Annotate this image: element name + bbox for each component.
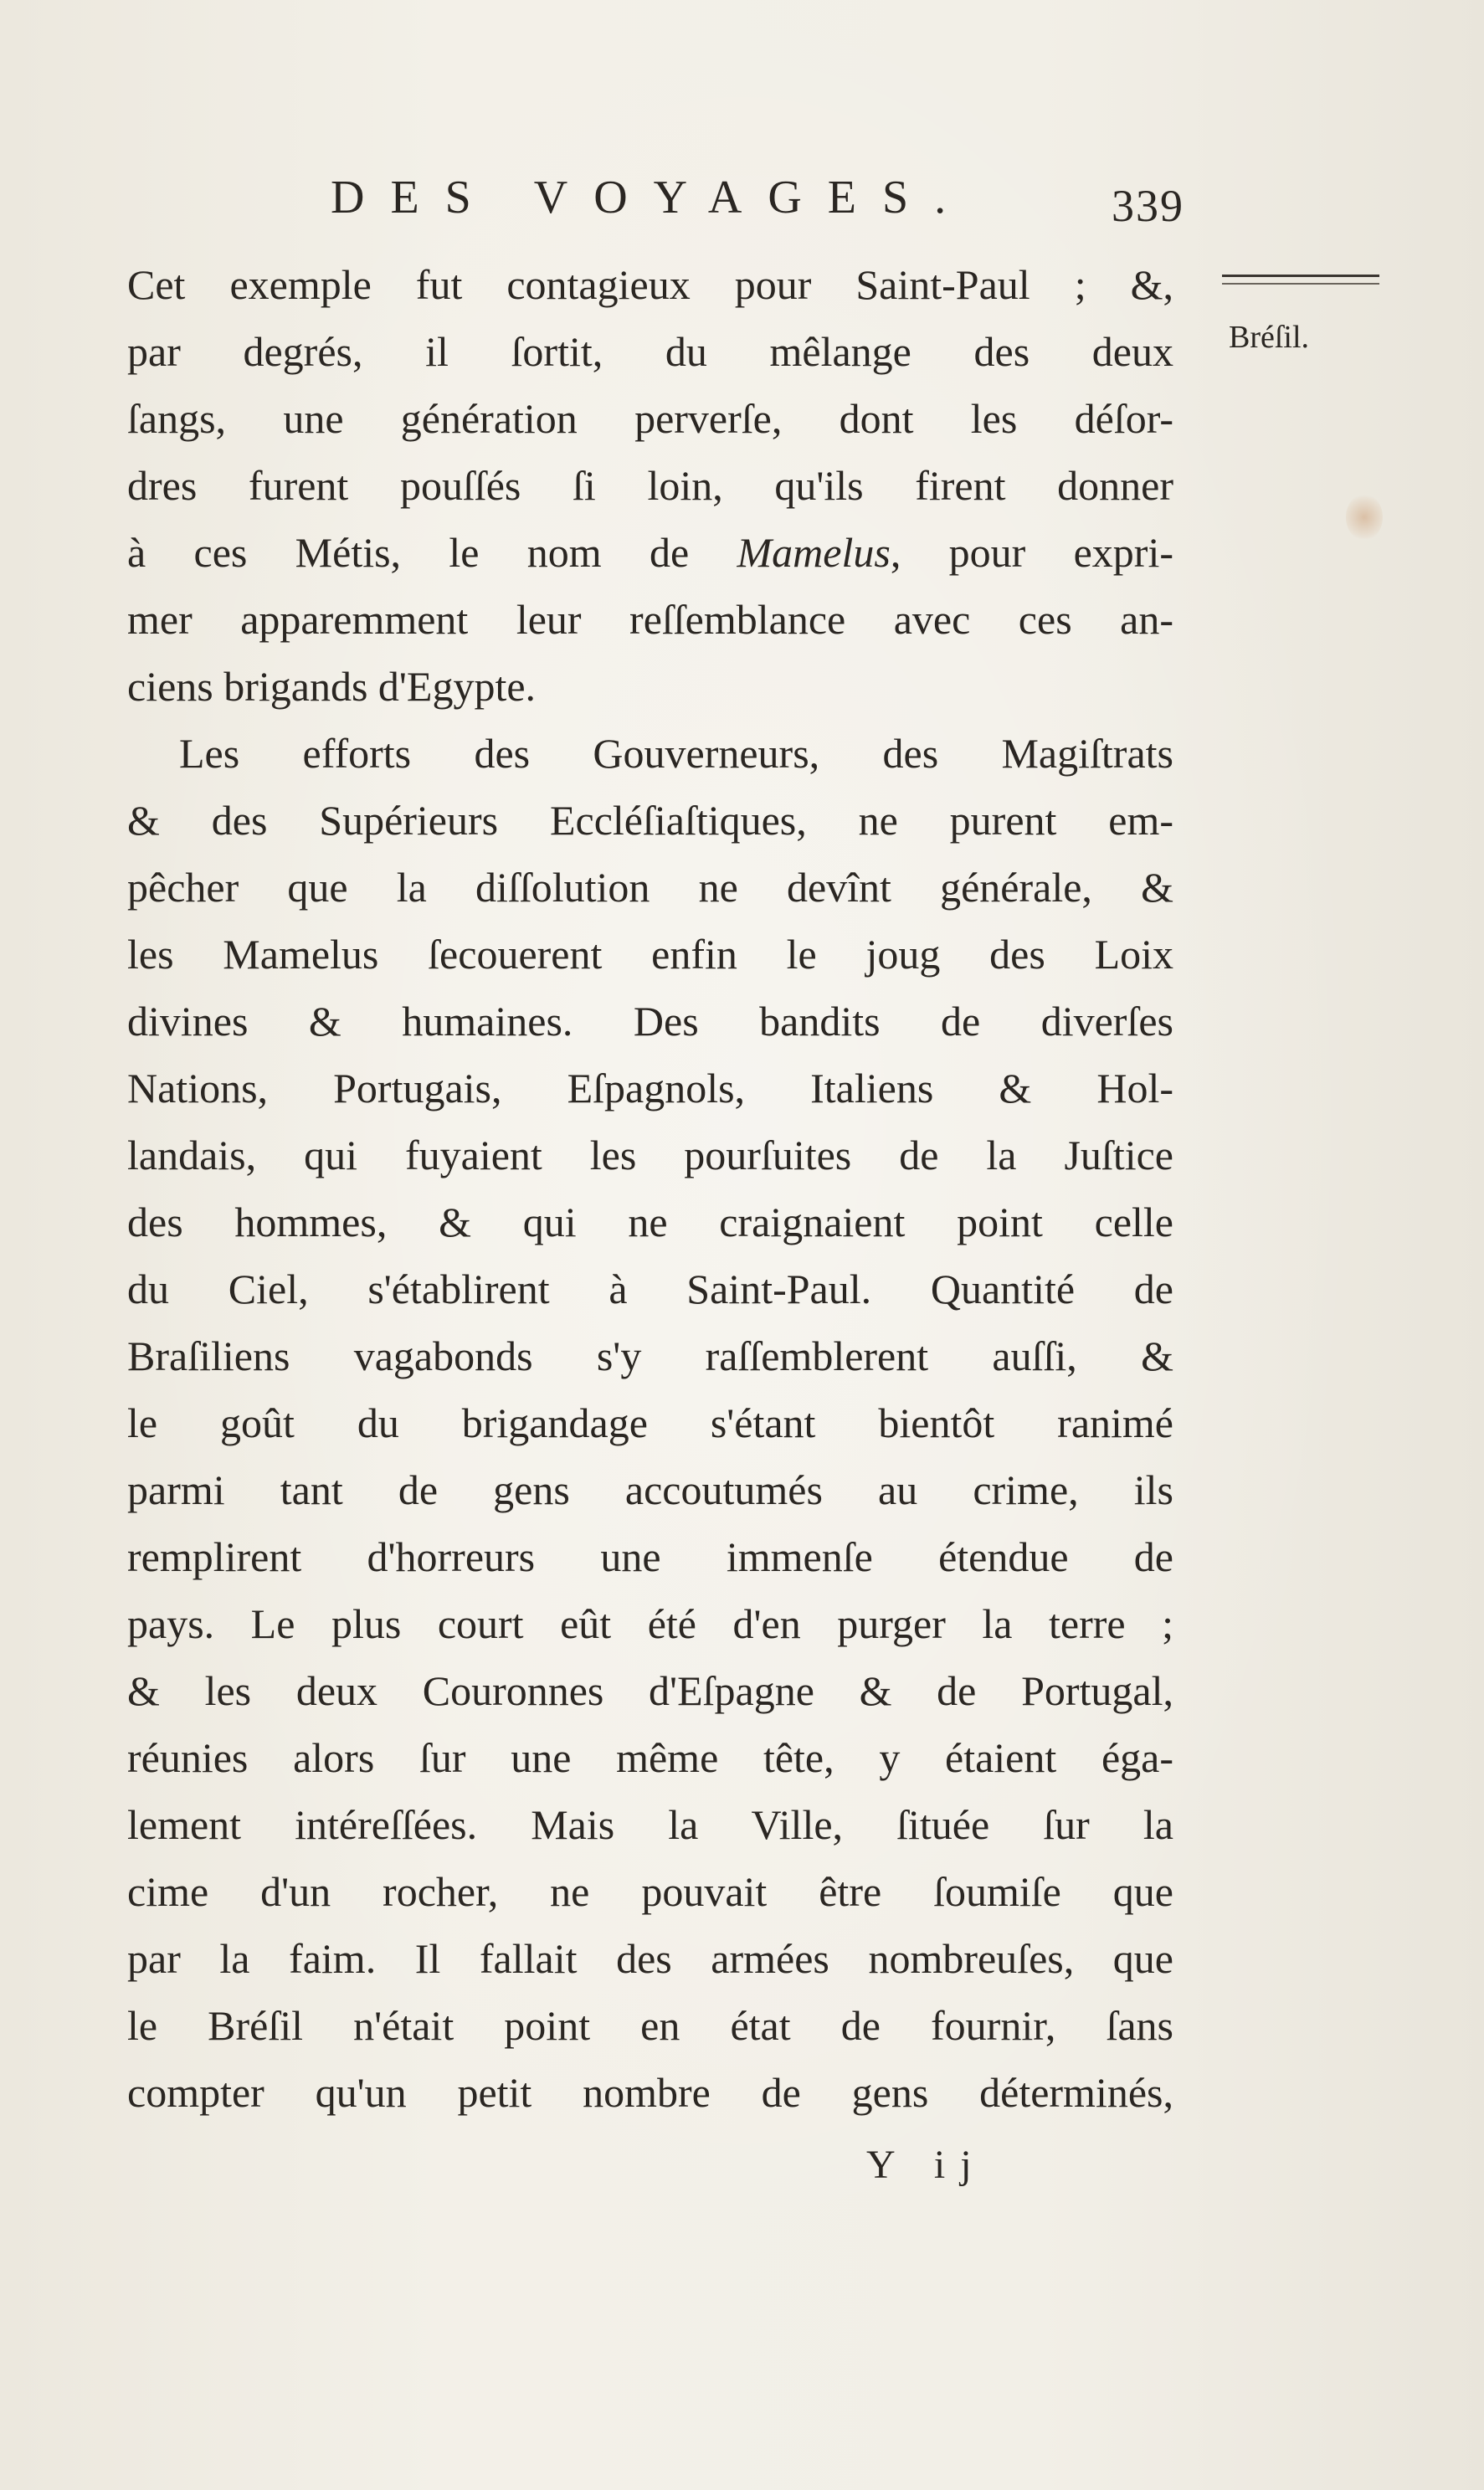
text-line: des hommes, & qui ne craignaient point celle (127, 1199, 1173, 1245)
text-line: cime d'un rocher, ne pouvait être ſoumiſe que (127, 1868, 1173, 1915)
text-segment: à ces Métis, le nom de (127, 529, 737, 576)
text-line-with-italic (127, 519, 1173, 586)
text-line: du Ciel, s'établirent à Saint-Paul. Quantité de (127, 1266, 1173, 1312)
text-line: le Bréſil n'était point en état de fournir, ſans (127, 2002, 1173, 2049)
text-line: Nations, Portugais, Eſpagnols, Italiens & Hol- (127, 1065, 1173, 1112)
text-line: mer apparemment leur reſſemblance avec ces an- (127, 596, 1173, 643)
italic-term: Mamelus (737, 529, 891, 576)
text-line: divines & humaines. Des bandits de diverſes (127, 998, 1173, 1045)
margin-rule (1222, 275, 1379, 285)
text-line: remplirent d'horreurs une immenſe étendue de (127, 1533, 1173, 1580)
text-segment: , pour expri- (890, 529, 1173, 576)
text-line: & les deux Couronnes d'Eſpagne & de Portugal, (127, 1667, 1173, 1714)
running-header (331, 164, 1184, 231)
margin-note: Bréſil. (1229, 320, 1310, 355)
text-line: Braſiliens vagabonds s'y raſſemblerent auſſi, & (127, 1332, 1173, 1379)
text-line: & des Supérieurs Eccléſiaſtiques, ne purent em- (127, 797, 1173, 844)
text-line: réunies alors ſur une même tête, y étaient éga- (127, 1734, 1173, 1781)
running-title: DES VOYAGES. (331, 172, 973, 223)
text-line: pêcher que la diſſolution ne devînt générale, & (127, 864, 1173, 911)
signature-mark: Y ij (866, 2143, 987, 2187)
text-line: lement intéreſſées. Mais la Ville, ſituée ſur la (127, 1801, 1173, 1848)
paragraph-start-line: Les efforts des Gouverneurs, des Magiſtrats (179, 730, 1173, 777)
text-line: le goût du brigandage s'étant bientôt ranimé (127, 1399, 1173, 1446)
text-line: par la faim. Il fallait des armées nombreuſes, que (127, 1935, 1173, 1982)
page-number: 339 (1112, 181, 1184, 231)
text-line: Cet exemple fut contagieux pour Saint-Paul ; &, (127, 261, 1173, 308)
text-line: compter qu'un petit nombre de gens déterminés, (127, 2069, 1173, 2116)
text-line: landais, qui fuyaient les pourſuites de la Juſtice (127, 1132, 1173, 1178)
body-text (127, 251, 1173, 2126)
text-line: ſangs, une génération perverſe, dont les déſor- (127, 395, 1173, 442)
paper-stain (1346, 494, 1383, 541)
text-line: par degrés, il ſortit, du mêlange des deux (127, 328, 1173, 375)
text-line: pays. Le plus court eût été d'en purger la terre ; (127, 1600, 1173, 1647)
text-line: dres furent pouſſés ſi loin, qu'ils firent donner (127, 462, 1173, 509)
text-line: les Mamelus ſecouerent enfin le joug des Loix (127, 931, 1173, 978)
text-line: parmi tant de gens accoutumés au crime, ils (127, 1466, 1173, 1513)
text-line: ciens brigands d'Egypte. (127, 663, 537, 710)
